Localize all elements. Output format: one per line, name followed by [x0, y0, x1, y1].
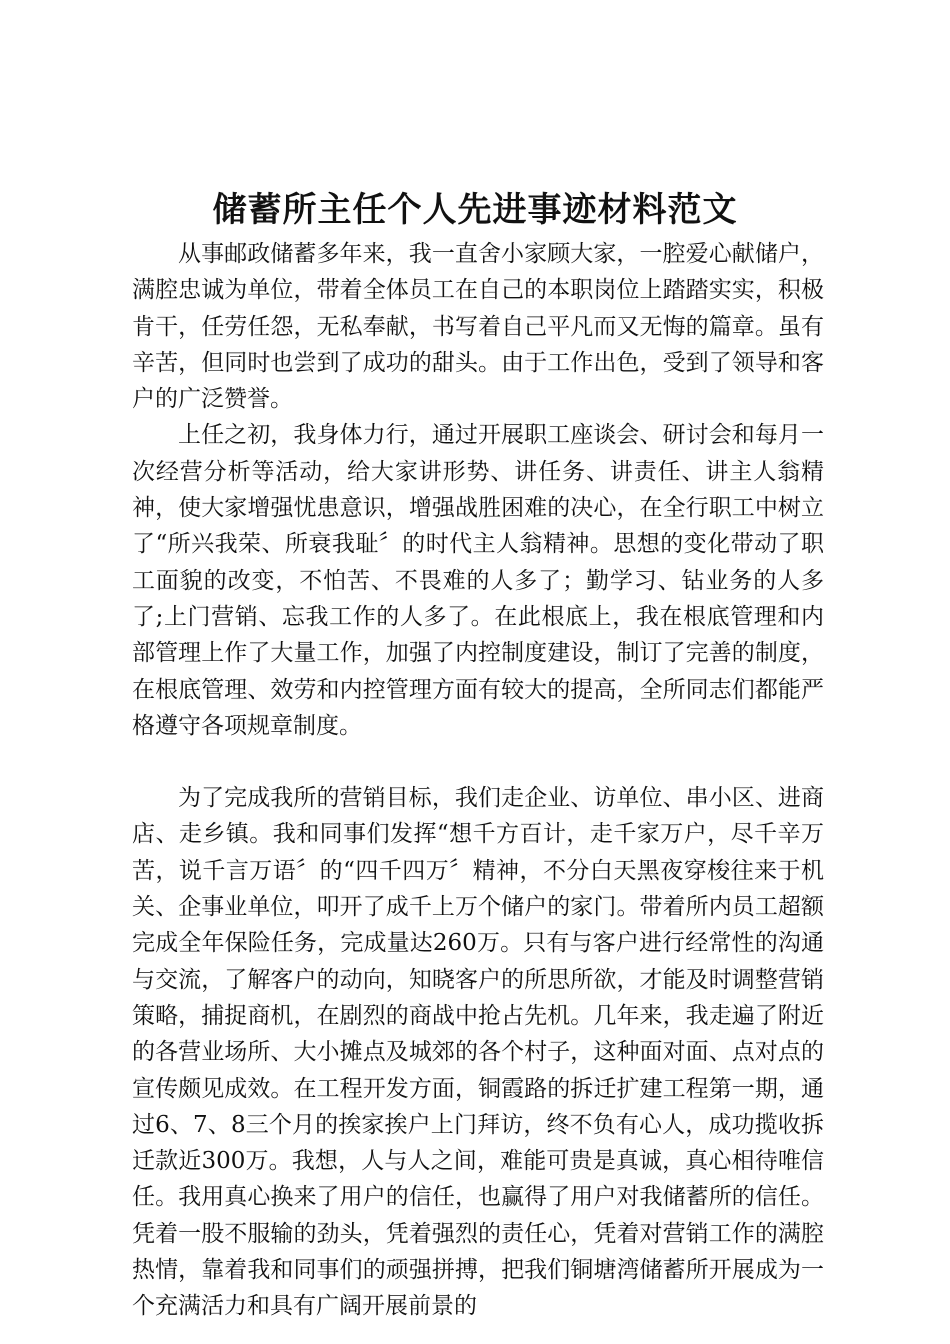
paragraph-marketing: 为了完成我所的营销目标，我们走企业、访单位、串小区、进商店、走乡镇。我和同事们发挥“想千方百计，走千家万户，尽千辛万苦，说千言万语〞的“四千四万〞精神，不分白天黑夜穿梭往来于机关、企事业单位，叩开了成千上万个储户的家门。带着所内员工超额完成全年保险任务，完成量达260万。只有与客户进行经常性的沟通与交流，了解客户的动向，知晓客户的所思所欲，才能及时调整营销策略，捕捉商机，在剧烈的商战中抢占先机。几年来，我走遍了附近的各营业场所、大小摊点及城郊的各个村子，这种面对面、点对点的宣传颇见成效。在工程开发方面，铜霞路的拆迁扩建工程第一期，通过6、7、8三个月的挨家挨户上门拜访，终不负有心人，成功揽收拆迁款近300万。我想，人与人之间，难能可贵是真诚，真心相待唯信任。我用真心换来了用户的信任，也赢得了用户对我储蓄所的信任。凭着一股不服输的劲头，凭着强烈的责任心，凭着对营销工作的满腔热情，靠着我和同事们的顽强拼搏，把我们铜塘湾储蓄所开展成为一个充满活力和具有广阔开展前景的 — [132, 785, 824, 1320]
document-title: 储蓄所主任个人先进事迹材料范文 — [212, 190, 738, 230]
paragraph-management: 上任之初，我身体力行，通过开展职工座谈会、研讨会和每月一次经营分析等活动，给大家讲形势、讲任务、讲责任、讲主人翁精神，使大家增强忧患意识，增强战胜困难的决心，在全行职工中树立了“所兴我荣、所衰我耻〞的时代主人翁精神。思想的变化带动了职工面貌的改变，不怕苦、不畏难的人多了；勤学习、钻业务的人多了;上门营销、忘我工作的人多了。在此根底上，我在根底管理和内部管理上作了大量工作，加强了内控制度建设，制订了完善的制度，在根底管理、效劳和内控管理方面有较大的提高，全所同志们都能严格遵守各项规章制度。 — [132, 422, 824, 739]
paragraph-intro: 从事邮政储蓄多年来，我一直舍小家顾大家，一腔爱心献储户，满腔忠诚为单位，带着全体员工在自己的本职岗位上踏踏实实，积极肯干，任劳任怨，无私奉献，书写着自己平凡而又无悔的篇章。虽有辛苦，但同时也尝到了成功的甜头。由于工作出色，受到了领导和客户的广泛赞誉。 — [132, 241, 824, 413]
document-body — [132, 236, 824, 1325]
